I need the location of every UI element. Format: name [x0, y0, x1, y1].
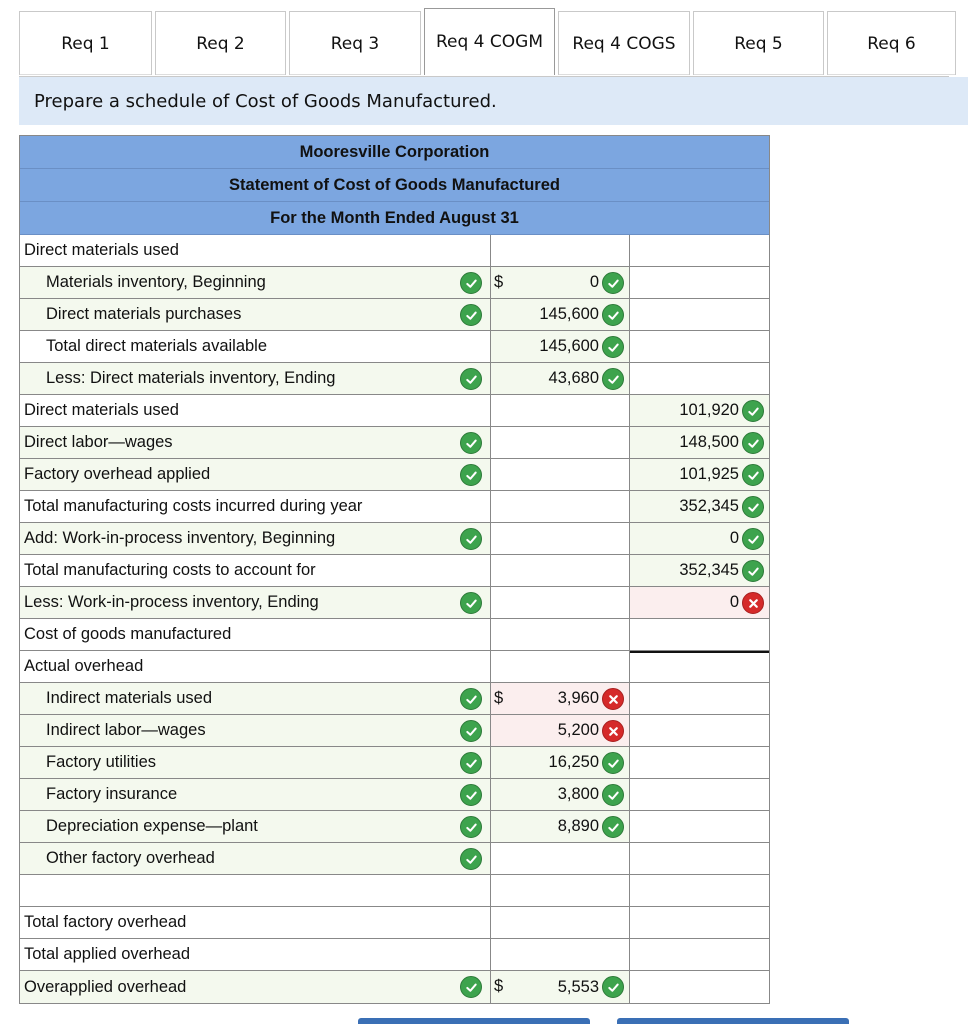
row-label: Indirect materials used	[46, 689, 212, 707]
correct-icon	[742, 400, 764, 422]
amount-input-col2[interactable]	[630, 843, 769, 874]
row-label: Depreciation expense—plant	[46, 817, 258, 835]
row-label: Actual overhead	[24, 657, 144, 675]
row-label: Direct materials used	[24, 241, 179, 259]
table-row	[20, 683, 769, 715]
amount-input-col1[interactable]	[490, 331, 630, 362]
instruction-banner	[19, 77, 968, 125]
amount-input-col1[interactable]	[490, 267, 630, 298]
amount-input-col1[interactable]	[490, 971, 630, 1003]
statement-rows	[20, 235, 769, 1003]
amount-value: 3,800	[557, 785, 599, 803]
row-label: Total manufacturing costs to account for	[24, 561, 316, 579]
amount-input-col1[interactable]	[490, 523, 630, 554]
amount-input-col1[interactable]	[490, 363, 630, 394]
correct-icon	[602, 304, 624, 326]
amount-input-col2[interactable]	[630, 459, 769, 490]
row-label-cell[interactable]	[20, 971, 490, 1003]
statement-period: For the Month Ended August 31	[20, 202, 769, 235]
correct-icon	[460, 848, 482, 870]
row-label: Direct materials purchases	[46, 305, 242, 323]
cogm-statement	[19, 135, 770, 1004]
table-row	[20, 363, 769, 395]
row-label: Direct materials used	[24, 401, 179, 419]
correct-icon	[460, 432, 482, 454]
row-label: Factory utilities	[46, 753, 157, 771]
correct-icon	[742, 560, 764, 582]
tab-req-2[interactable]: Req 2	[155, 11, 286, 75]
table-row	[20, 779, 769, 811]
table-row	[20, 907, 769, 939]
amount-input-col2[interactable]	[630, 587, 769, 618]
amount-input-col1[interactable]	[490, 779, 630, 810]
amount-value: 5,200	[557, 721, 599, 739]
row-label-cell[interactable]	[20, 875, 490, 906]
amount-input-col2[interactable]	[630, 619, 769, 650]
amount-value: 145,600	[539, 305, 599, 323]
table-row	[20, 299, 769, 331]
amount-input-col1[interactable]	[490, 395, 630, 426]
amount-value: 0	[729, 529, 739, 547]
amount-value: 101,920	[679, 401, 739, 419]
row-label-cell[interactable]	[20, 651, 490, 682]
correct-icon	[742, 528, 764, 550]
correct-icon	[460, 752, 482, 774]
amount-value: 8,890	[557, 817, 599, 835]
amount-input-col1[interactable]	[490, 939, 630, 970]
amount-input-col1[interactable]	[490, 715, 630, 746]
row-label-cell[interactable]	[20, 299, 490, 330]
table-row	[20, 331, 769, 363]
row-label-cell[interactable]	[20, 811, 490, 842]
incorrect-icon	[742, 592, 764, 614]
amount-input-col2[interactable]	[630, 235, 769, 266]
correct-icon	[742, 496, 764, 518]
row-label: Add: Work-in-process inventory, Beginning	[24, 529, 336, 547]
amount-value: 145,600	[539, 337, 599, 355]
row-label: Direct labor—wages	[24, 433, 173, 451]
amount-input-col2[interactable]	[630, 939, 769, 970]
amount-value: 0	[589, 273, 599, 291]
row-label: Total applied overhead	[24, 945, 191, 963]
company-name: Mooresville Corporation	[20, 136, 769, 169]
correct-icon	[602, 752, 624, 774]
amount-value: 3,960	[557, 689, 599, 707]
tab-req-1[interactable]: Req 1	[19, 11, 152, 75]
amount-input-col1[interactable]	[490, 555, 630, 586]
amount-input-col2[interactable]	[630, 651, 769, 682]
previous-button[interactable]	[358, 1018, 590, 1024]
amount-input-col2[interactable]	[630, 779, 769, 810]
correct-icon	[602, 976, 624, 998]
row-label: Total factory overhead	[24, 913, 187, 931]
correct-icon	[602, 816, 624, 838]
amount-value: 16,250	[548, 753, 599, 771]
amount-value: 0	[729, 593, 739, 611]
correct-icon	[742, 464, 764, 486]
amount-input-col2[interactable]	[630, 971, 769, 1003]
amount-input-col2[interactable]	[630, 875, 769, 906]
amount-input-col1[interactable]	[490, 843, 630, 874]
amount-input-col2[interactable]	[630, 363, 769, 394]
row-label: Factory insurance	[46, 785, 178, 803]
amount-input-col2[interactable]	[630, 811, 769, 842]
tab-bar	[19, 8, 949, 77]
row-label-cell[interactable]	[20, 235, 490, 266]
table-row	[20, 651, 769, 683]
row-label: Total manufacturing costs incurred during year	[24, 497, 363, 515]
next-button[interactable]	[617, 1018, 849, 1024]
correct-icon	[460, 464, 482, 486]
amount-input-col2[interactable]	[630, 299, 769, 330]
table-row	[20, 491, 769, 523]
correct-icon	[602, 368, 624, 390]
table-row	[20, 971, 769, 1003]
row-label: Less: Work-in-process inventory, Ending	[24, 593, 319, 611]
amount-input-col2[interactable]	[630, 427, 769, 458]
row-label: Less: Direct materials inventory, Ending	[46, 369, 336, 387]
amount-value: 148,500	[679, 433, 739, 451]
tab-req-4-cogs[interactable]: Req 4 COGS	[558, 11, 690, 75]
row-label-cell[interactable]	[20, 587, 490, 618]
correct-icon	[460, 976, 482, 998]
correct-icon	[602, 784, 624, 806]
table-row	[20, 459, 769, 491]
row-label-cell[interactable]	[20, 939, 490, 970]
row-label: Materials inventory, Beginning	[46, 273, 266, 291]
table-row	[20, 427, 769, 459]
amount-input-col1[interactable]	[490, 683, 630, 714]
amount-input-col2[interactable]	[630, 491, 769, 522]
amount-input-col2[interactable]	[630, 907, 769, 938]
row-label-cell[interactable]	[20, 843, 490, 874]
table-row	[20, 811, 769, 843]
row-label: Total direct materials available	[46, 337, 268, 355]
correct-icon	[460, 304, 482, 326]
row-label-cell[interactable]	[20, 363, 490, 394]
correct-icon	[460, 592, 482, 614]
dollar-sign: $	[494, 977, 504, 995]
row-label-cell[interactable]	[20, 523, 490, 554]
row-label-cell[interactable]	[20, 683, 490, 714]
amount-input-col1[interactable]	[490, 811, 630, 842]
amount-input-col1[interactable]	[490, 747, 630, 778]
correct-icon	[460, 816, 482, 838]
amount-input-col2[interactable]	[630, 555, 769, 586]
table-row	[20, 395, 769, 427]
amount-input-col1[interactable]	[490, 587, 630, 618]
amount-value: 352,345	[679, 561, 739, 579]
row-label-cell[interactable]	[20, 779, 490, 810]
amount-value: 101,925	[679, 465, 739, 483]
table-row	[20, 619, 769, 651]
amount-input-col2[interactable]	[630, 715, 769, 746]
table-row	[20, 587, 769, 619]
row-label: Overapplied overhead	[24, 977, 187, 996]
amount-input-col1[interactable]	[490, 459, 630, 490]
table-row	[20, 747, 769, 779]
amount-input-col1[interactable]	[490, 235, 630, 266]
amount-input-col2[interactable]	[630, 331, 769, 362]
instruction-text: Prepare a schedule of Cost of Goods Manufactured.	[34, 90, 497, 112]
dollar-sign: $	[494, 273, 504, 291]
table-row	[20, 555, 769, 587]
correct-icon	[460, 720, 482, 742]
correct-icon	[602, 336, 624, 358]
row-label-cell[interactable]	[20, 747, 490, 778]
correct-icon	[460, 688, 482, 710]
correct-icon	[602, 272, 624, 294]
row-label-cell[interactable]	[20, 331, 490, 362]
row-label: Factory overhead applied	[24, 465, 211, 483]
row-label-cell[interactable]	[20, 459, 490, 490]
amount-value: 352,345	[679, 497, 739, 515]
row-label: Cost of goods manufactured	[24, 625, 232, 643]
correct-icon	[460, 528, 482, 550]
statement-title: Statement of Cost of Goods Manufactured	[20, 169, 769, 202]
amount-input-col1[interactable]	[490, 875, 630, 906]
table-row	[20, 523, 769, 555]
row-label-cell[interactable]	[20, 555, 490, 586]
row-label-cell[interactable]	[20, 491, 490, 522]
row-label-cell[interactable]	[20, 619, 490, 650]
row-label-cell[interactable]	[20, 427, 490, 458]
tab-req-5[interactable]: Req 5	[693, 11, 824, 75]
amount-input-col1[interactable]	[490, 619, 630, 650]
tab-req-3[interactable]: Req 3	[289, 11, 421, 75]
correct-icon	[460, 272, 482, 294]
tab-req-6[interactable]: Req 6	[827, 11, 956, 75]
correct-icon	[460, 368, 482, 390]
row-label-cell[interactable]	[20, 395, 490, 426]
amount-input-col1[interactable]	[490, 427, 630, 458]
amount-value: 43,680	[548, 369, 599, 387]
table-row	[20, 235, 769, 267]
amount-input-col2[interactable]	[630, 683, 769, 714]
row-label-cell[interactable]	[20, 715, 490, 746]
amount-input-col1[interactable]	[490, 907, 630, 938]
amount-input-col1[interactable]	[490, 491, 630, 522]
amount-input-col2[interactable]	[630, 267, 769, 298]
amount-input-col1[interactable]	[490, 299, 630, 330]
table-row	[20, 715, 769, 747]
row-label-cell[interactable]	[20, 907, 490, 938]
tab-req-4-cogm[interactable]: Req 4 COGM	[424, 8, 555, 75]
row-label: Indirect labor—wages	[46, 721, 206, 739]
row-label: Other factory overhead	[46, 849, 215, 867]
correct-icon	[742, 432, 764, 454]
table-row	[20, 939, 769, 971]
correct-icon	[460, 784, 482, 806]
table-row	[20, 843, 769, 875]
amount-input-col2[interactable]	[630, 523, 769, 554]
row-label-cell[interactable]	[20, 267, 490, 298]
amount-input-col2[interactable]	[630, 395, 769, 426]
amount-input-col1[interactable]	[490, 651, 630, 682]
table-row	[20, 267, 769, 299]
incorrect-icon	[602, 720, 624, 742]
amount-input-col2[interactable]	[630, 747, 769, 778]
amount-value: 5,553	[557, 977, 599, 996]
incorrect-icon	[602, 688, 624, 710]
dollar-sign: $	[494, 689, 504, 707]
table-row	[20, 875, 769, 907]
